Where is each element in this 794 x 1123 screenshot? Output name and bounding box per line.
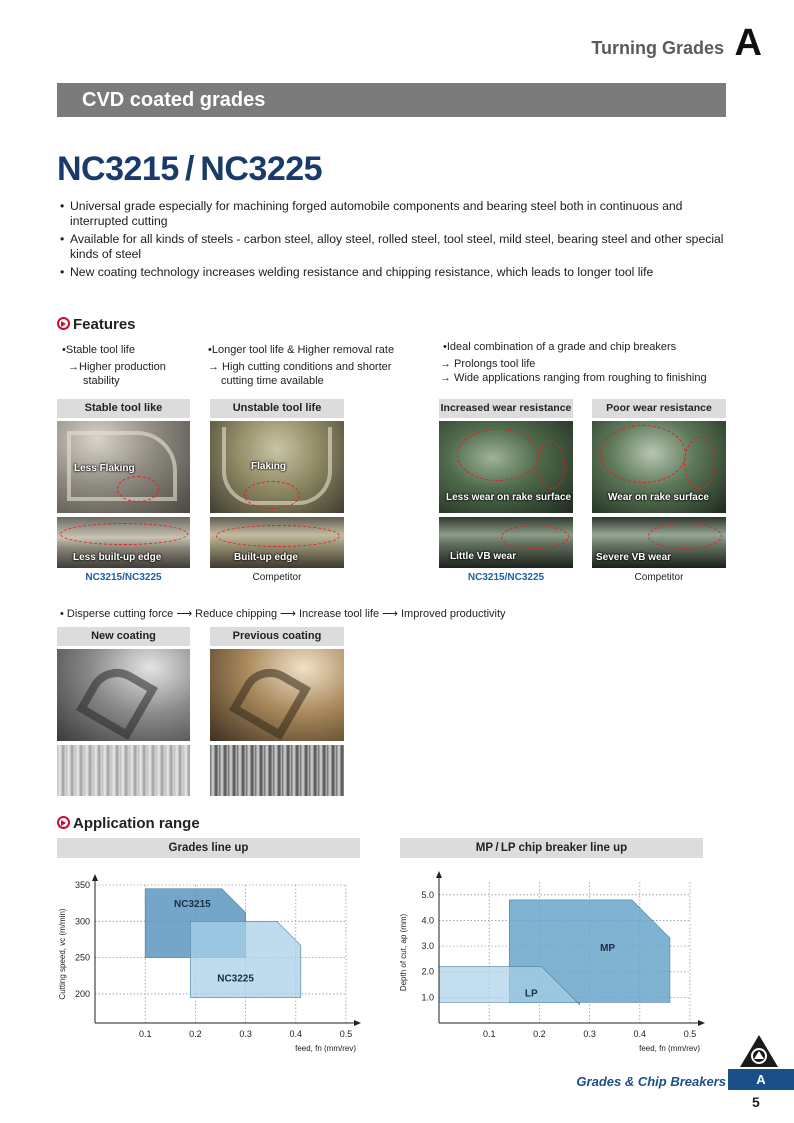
chart2-title: MP / LP chip breaker line up <box>400 838 703 858</box>
section-letter: A <box>734 22 762 64</box>
bullet-2: • Available for all kinds of steels - carbon steel, alloy steel, rolled steel, tool steel, mild steel, bearing steel and other special kinds of steel <box>60 232 730 262</box>
highlight-ellipse <box>600 425 686 483</box>
photo-insert-edge <box>592 517 726 568</box>
feature-arrow: →Higher production <box>68 361 166 373</box>
chart-chipbreakers <box>396 870 706 1060</box>
feature-bullet: • Ideal combination of a grade and chip breakers <box>440 340 740 354</box>
feature-arrow-cont: cutting time available <box>221 375 324 387</box>
feature-bullet: • Stable tool life <box>62 343 202 357</box>
banner-title: CVD coated grades <box>82 89 266 111</box>
y-axis-label: Cutting speed, vc (m/min) <box>58 908 67 1000</box>
photo-insert-rake <box>439 421 573 513</box>
feature-arrow: → Wide applications ranging from roughing to finishing <box>440 372 707 384</box>
x-tick-label: 0.3 <box>239 1029 252 1039</box>
y-tick-label: 250 <box>74 952 90 963</box>
panel-product-label: Competitor <box>252 572 302 583</box>
photo-insert-edge <box>57 517 190 568</box>
highlight-ellipse <box>537 441 565 489</box>
coating-caption: New coating <box>57 627 190 646</box>
footer-brand: Grades & Chip Breakers <box>576 1074 726 1089</box>
bullet-1: • Universal grade especially for machining forged automobile components and bearing steel both in continuous and interrupted cutting <box>60 199 730 229</box>
x-tick-label: 0.2 <box>533 1029 546 1039</box>
photo-insert-rake <box>210 421 344 513</box>
photo-previous-coating-section <box>210 745 344 796</box>
page-number: 5 <box>752 1094 760 1110</box>
panel-caption: Poor wear resistance <box>592 399 726 418</box>
feature-col-3 <box>440 340 740 385</box>
feature-arrow-cont: stability <box>83 375 120 387</box>
panel-caption: Increased wear resistance <box>439 399 573 418</box>
feature-arrow: → Prolongs tool life <box>440 358 536 370</box>
feature-bullet: • Longer tool life & Higher removal rate <box>208 343 408 357</box>
series-label: NC3215 <box>174 899 211 911</box>
y-tick-label: 5.0 <box>421 889 434 900</box>
disperse-line: • Disperse cutting force ⟶ Reduce chipping ⟶ Increase tool life ⟶ Improved productivity <box>60 608 506 620</box>
photo-label: Built-up edge <box>234 552 298 563</box>
bullet-3: • New coating technology increases welding resistance and chipping resistance, which leads to longer tool life <box>60 265 730 280</box>
y-tick-label: 200 <box>74 988 90 999</box>
feature-col-2 <box>208 343 408 388</box>
photo-label: Flaking <box>251 461 287 472</box>
x-tick-label: 0.1 <box>138 1029 152 1039</box>
product-title: NC3215 / NC3225 <box>57 150 323 188</box>
y-tick-label: 350 <box>74 880 90 890</box>
product-bullets <box>60 199 730 283</box>
area-nc3225 <box>190 921 300 997</box>
series-label: NC3225 <box>217 973 254 985</box>
features-heading: Features <box>57 316 136 333</box>
x-tick-label: 0.4 <box>289 1029 303 1039</box>
footer-section-tab: A <box>728 1069 794 1090</box>
x-tick-label: 0.5 <box>683 1029 697 1039</box>
highlight-ellipse <box>457 429 539 481</box>
x-tick-label: 0.1 <box>482 1029 496 1039</box>
section-title: Turning Grades <box>591 38 724 58</box>
panel-product-label: NC3215/NC3225 <box>85 572 162 583</box>
section-arrow-icon <box>57 317 70 330</box>
x-axis-label: feed, fn (mm/rev) <box>295 1044 356 1053</box>
panel-product-label: Competitor <box>634 572 684 583</box>
y-tick-label: 4.0 <box>421 915 434 926</box>
x-tick-label: 0.5 <box>339 1029 353 1039</box>
banner <box>57 83 726 117</box>
y-axis-label: Depth of cut, ap (mm) <box>399 913 408 992</box>
photo-label: Less Flaking <box>74 463 135 474</box>
highlight-ellipse <box>684 437 716 489</box>
photo-label: Less built-up edge <box>73 552 162 563</box>
photo-previous-coating <box>210 649 344 741</box>
x-axis-label: feed, fn (mm/rev) <box>639 1044 700 1053</box>
logo-emblem-icon <box>738 1033 780 1069</box>
section-arrow-icon <box>57 816 70 829</box>
feature-arrow: → High cutting conditions and shorter <box>208 361 392 373</box>
feature-col-1 <box>62 343 202 388</box>
series-label: MP <box>600 943 616 955</box>
x-tick-label: 0.4 <box>633 1029 647 1039</box>
coating-caption: Previous coating <box>210 627 344 646</box>
photo-label: Severe VB wear <box>596 552 672 563</box>
panel-product-label: NC3215/NC3225 <box>467 572 545 583</box>
photo-label: Less wear on rake surface <box>446 492 572 503</box>
photo-insert-edge <box>210 517 344 568</box>
y-tick-label: 300 <box>74 916 90 927</box>
y-axis-arrow <box>436 871 442 878</box>
highlight-ellipse <box>501 525 569 549</box>
photo-new-coating <box>57 649 190 741</box>
application-heading: Application range <box>57 815 200 832</box>
series-label: LP <box>524 988 538 1000</box>
panel-caption: Stable tool like <box>57 399 190 418</box>
x-axis-arrow <box>698 1020 705 1026</box>
chart-grades <box>55 870 365 1060</box>
x-axis-arrow <box>354 1020 361 1026</box>
photo-insert-rake <box>57 421 190 513</box>
highlight-ellipse <box>648 523 722 549</box>
highlight-ellipse <box>216 525 340 547</box>
x-tick-label: 0.3 <box>583 1029 596 1039</box>
photo-insert-rake <box>592 421 726 513</box>
x-tick-label: 0.2 <box>189 1029 202 1039</box>
highlight-ellipse <box>244 481 300 509</box>
photo-label: Wear on rake surface <box>608 492 709 503</box>
photo-new-coating-section <box>57 745 190 796</box>
chart1-title: Grades line up <box>57 838 360 858</box>
y-tick-label: 3.0 <box>421 941 434 952</box>
highlight-ellipse <box>60 523 188 545</box>
photo-insert-edge <box>439 517 573 568</box>
photo-label: Little VB wear <box>450 551 517 562</box>
highlight-ellipse <box>117 476 159 502</box>
y-tick-label: 2.0 <box>421 966 434 977</box>
y-axis-arrow <box>92 874 98 881</box>
y-tick-label: 1.0 <box>421 992 434 1003</box>
panel-caption: Unstable tool life <box>210 399 344 418</box>
